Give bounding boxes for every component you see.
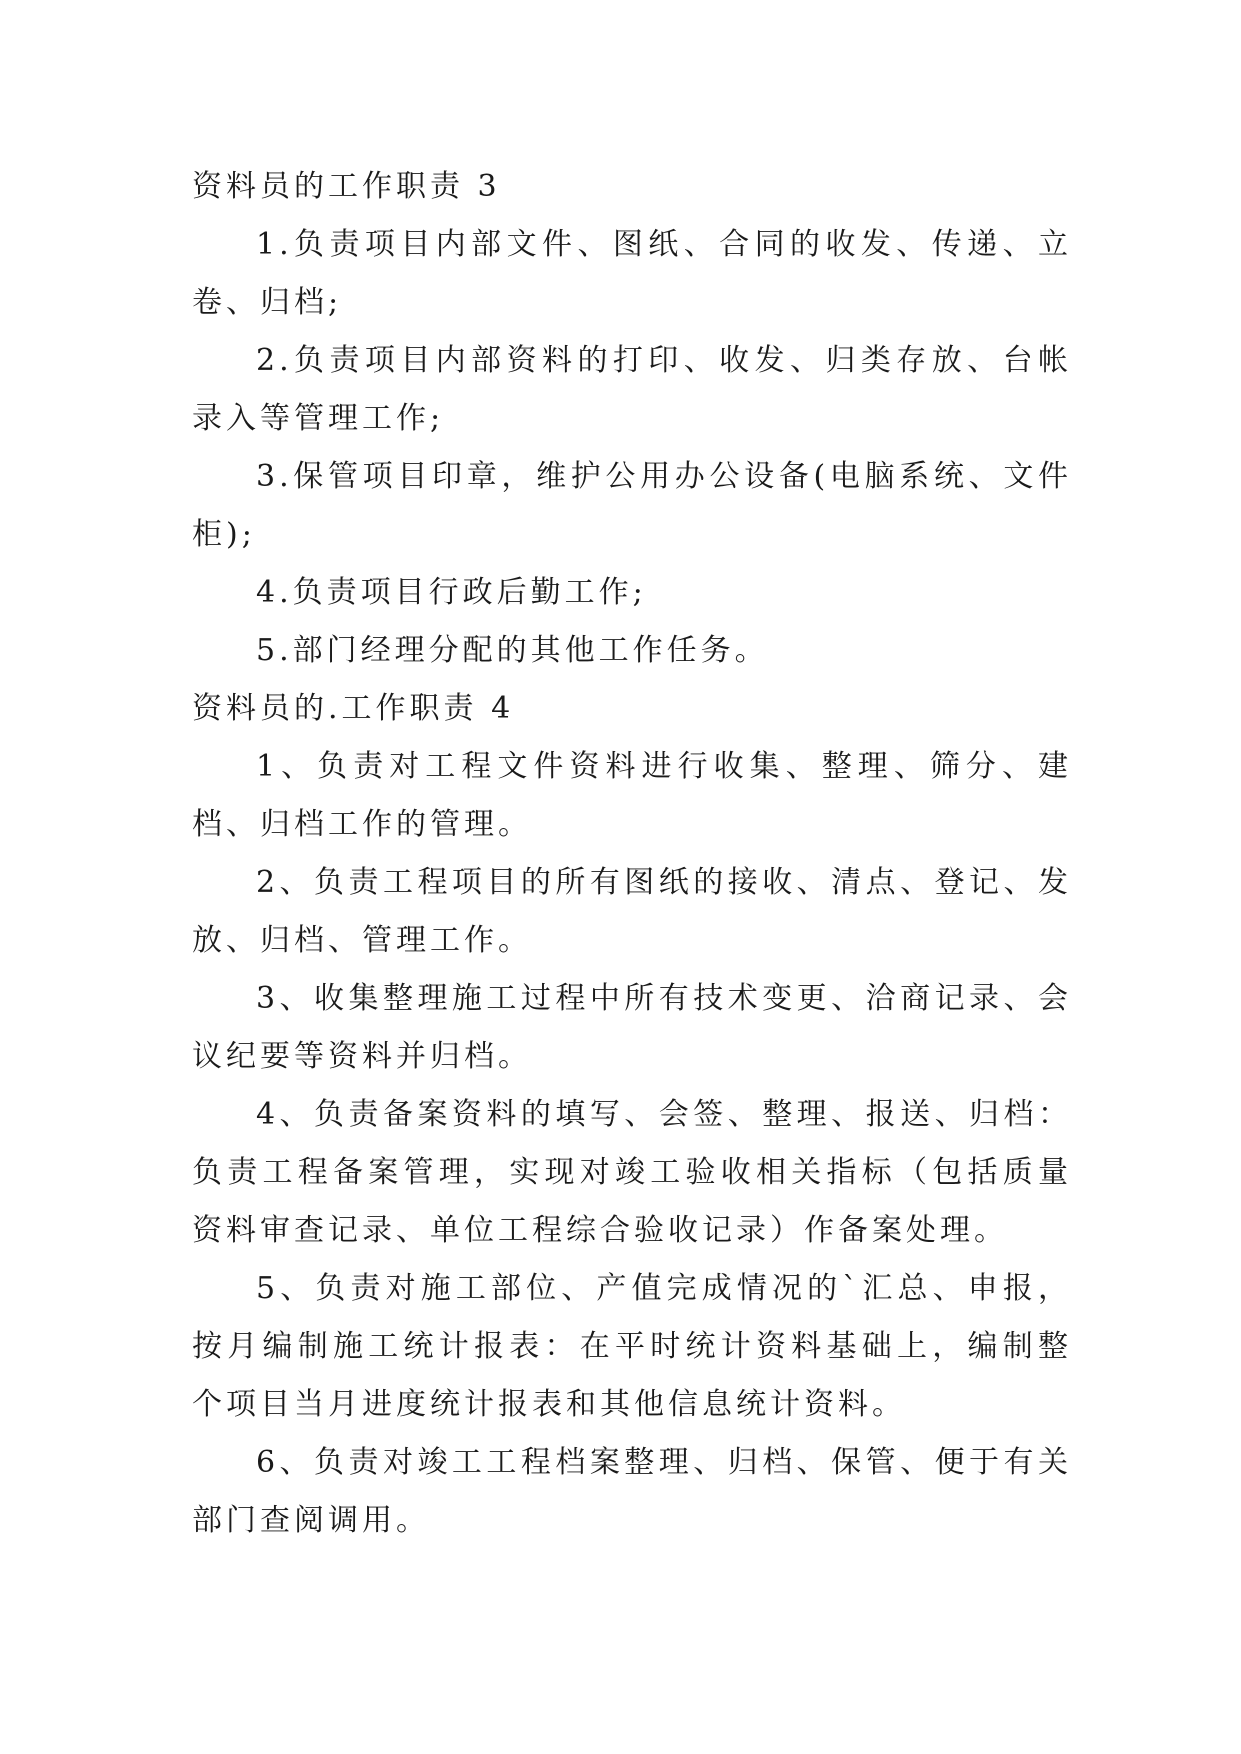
document-page: [192, 158, 1072, 1550]
duty-item: 5、负责对施工部位、产值完成情况的`汇总、申报，按月编制施工统计报表：在平时统计资料基础上，编制整个项目当月进度统计报表和其他信息统计资料。: [192, 1271, 1072, 1422]
duty-item: 4、负责备案资料的填写、会签、整理、报送、归档：负责工程备案管理，实现对竣工验收相关指标（包括质量资料审查记录、单位工程综合验收记录）作备案处理。: [192, 1097, 1072, 1248]
duty-item: 4.负责项目行政后勤工作;: [256, 575, 647, 610]
section-heading-3: 资料员的工作职责 3: [192, 169, 501, 204]
duty-item: 5.部门经理分配的其他工作任务。: [256, 633, 769, 668]
section-heading-4: 资料员的.工作职责 4: [192, 691, 515, 726]
duty-item: 6、负责对竣工工程档案整理、归档、保管、便于有关部门查阅调用。: [192, 1445, 1072, 1538]
duty-item: 3.保管项目印章，维护公用办公设备(电脑系统、文件柜);: [192, 459, 1072, 552]
duty-item: 2.负责项目内部资料的打印、收发、归类存放、台帐录入等管理工作;: [192, 343, 1072, 436]
duty-item: 2、负责工程项目的所有图纸的接收、清点、登记、发放、归档、管理工作。: [192, 865, 1072, 958]
duty-item: 1、负责对工程文件资料进行收集、整理、筛分、建档、归档工作的管理。: [192, 749, 1072, 842]
duty-item: 3、收集整理施工过程中所有技术变更、洽商记录、会议纪要等资料并归档。: [192, 981, 1072, 1074]
duty-item: 1.负责项目内部文件、图纸、合同的收发、传递、立卷、归档;: [192, 227, 1072, 320]
